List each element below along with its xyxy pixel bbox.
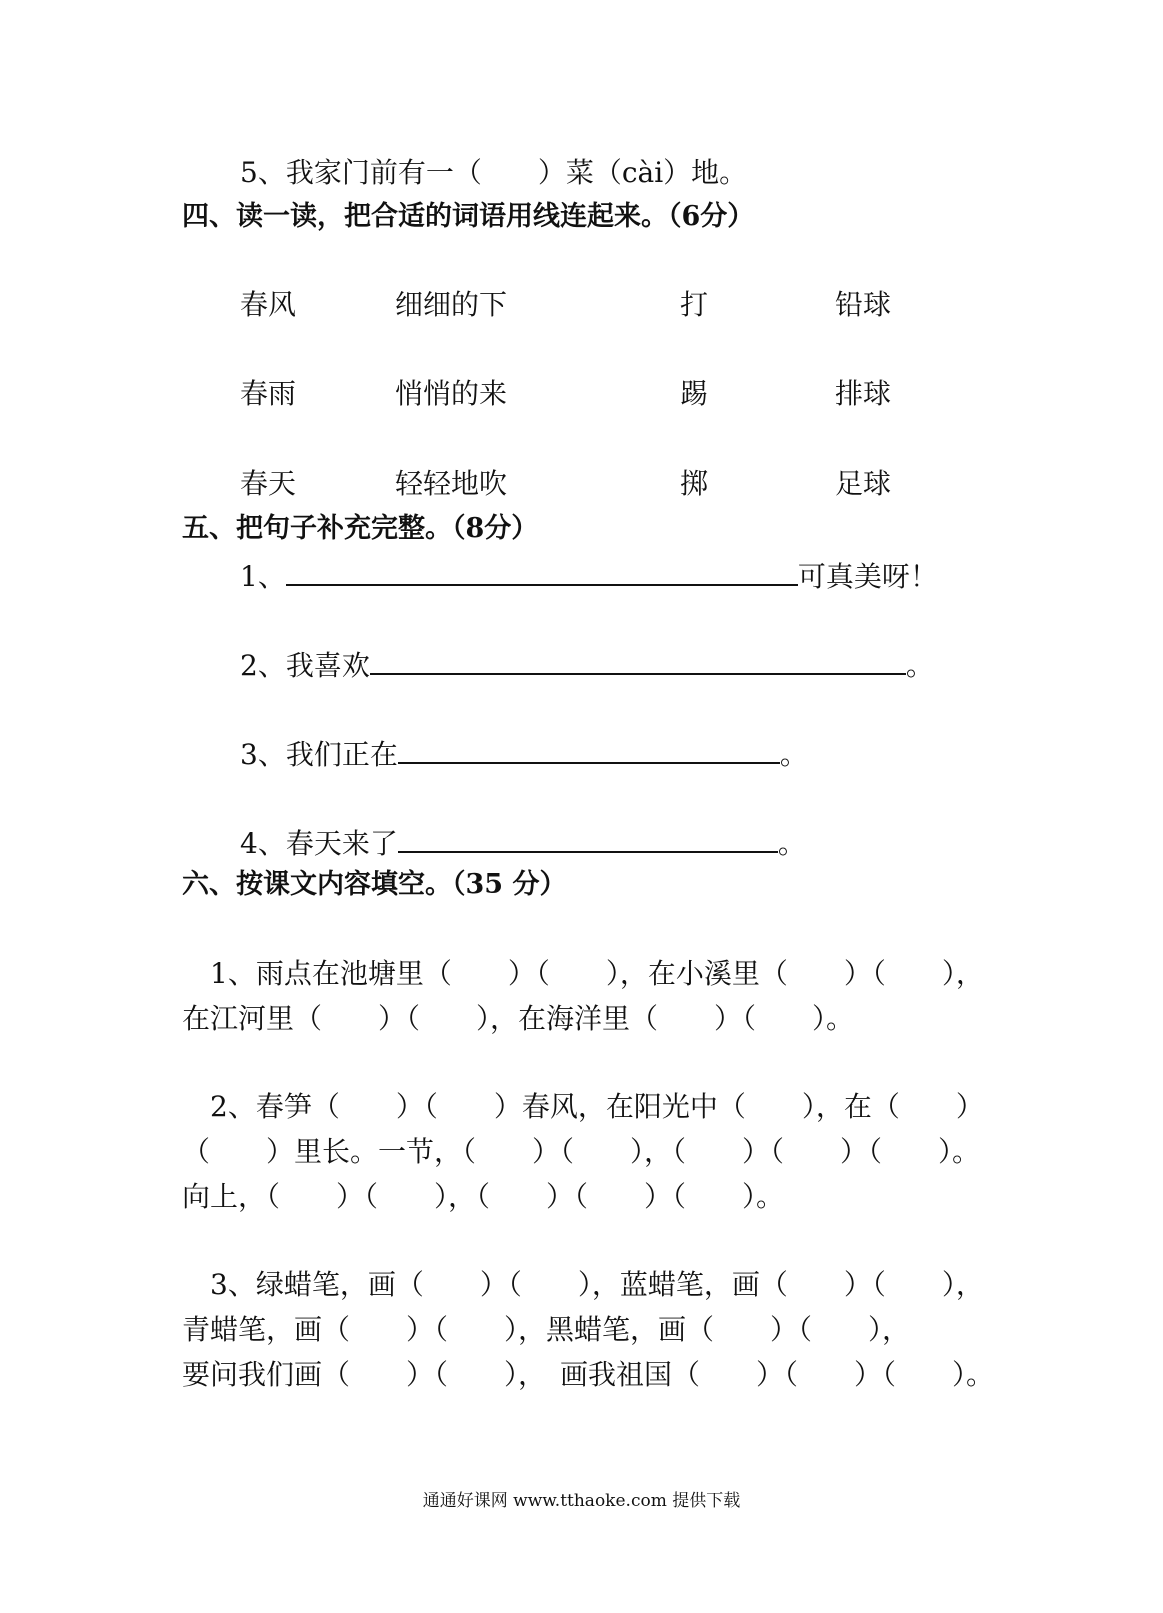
section-4-title: 四、读一读，把合适的词语用线连起来。（6分） [182,201,755,232]
page-footer: 通通好课网 www.tthaoke.com 提供下载 [422,1491,741,1511]
sentence-prefix: 2、我喜欢 [240,649,370,682]
match-word: 踢 [680,377,709,410]
match-word: 悄悄的来 [395,377,508,410]
fill-line: 向上，（ ）（ ），（ ）（ ）（ ）。 [182,1180,785,1213]
match-word: 铅球 [835,288,892,321]
answer-blank[interactable] [370,647,906,675]
sentence-item-2 [240,647,934,683]
fill-line: 要问我们画（ ）（ ）， 画我祖国（ ）（ ）（ ）。 [182,1358,995,1391]
match-word: 足球 [835,467,892,500]
sentence-prefix: 4、春天来了 [240,827,398,860]
fill-line: 3、绿蜡笔，画（ ）（ ），蓝蜡笔，画（ ）（ ）， [182,1268,984,1301]
sentence-suffix: 。 [779,738,808,771]
answer-blank[interactable] [398,825,778,853]
match-word: 打 [680,288,709,321]
sentence-item-1 [240,558,938,594]
fill-line: 2、春笋（ ）（ ）春风，在阳光中（ ），在（ ） [182,1090,984,1123]
match-word: 春天 [240,467,297,500]
sentence-item-3 [240,736,808,772]
match-word: 细细的下 [395,288,508,321]
match-word: 掷 [680,467,709,500]
sentence-prefix: 3、我们正在 [240,738,398,771]
fill-line: （ ）里长。一节，（ ）（ ），（ ）（ ）（ ）。 [182,1135,981,1168]
match-word: 排球 [835,377,892,410]
answer-blank[interactable] [286,558,798,586]
fill-line: 在江河里（ ）（ ），在海洋里（ ）（ ）。 [182,1002,855,1035]
sentence-suffix: 。 [905,649,934,682]
section-5-title: 五、把句子补充完整。（8分） [182,513,539,544]
sentence-suffix: 。 [777,827,806,860]
answer-blank[interactable] [398,736,780,764]
question-item-5: 5、我家门前有一（ ）菜（cài）地。 [240,156,748,189]
sentence-prefix: 1、 [240,560,286,593]
sentence-item-4 [240,825,806,861]
sentence-suffix: 可真美呀！ [797,560,938,593]
fill-line: 青蜡笔，画（ ）（ ），黑蜡笔，画（ ）（ ）， [182,1313,911,1346]
section-6-title: 六、按课文内容填空。（35 分） [182,869,567,900]
fill-line: 1、雨点在池塘里（ ）（ ），在小溪里（ ）（ ）， [182,957,984,990]
match-word: 春风 [240,288,297,321]
match-word: 春雨 [240,377,297,410]
match-word: 轻轻地吹 [395,467,508,500]
